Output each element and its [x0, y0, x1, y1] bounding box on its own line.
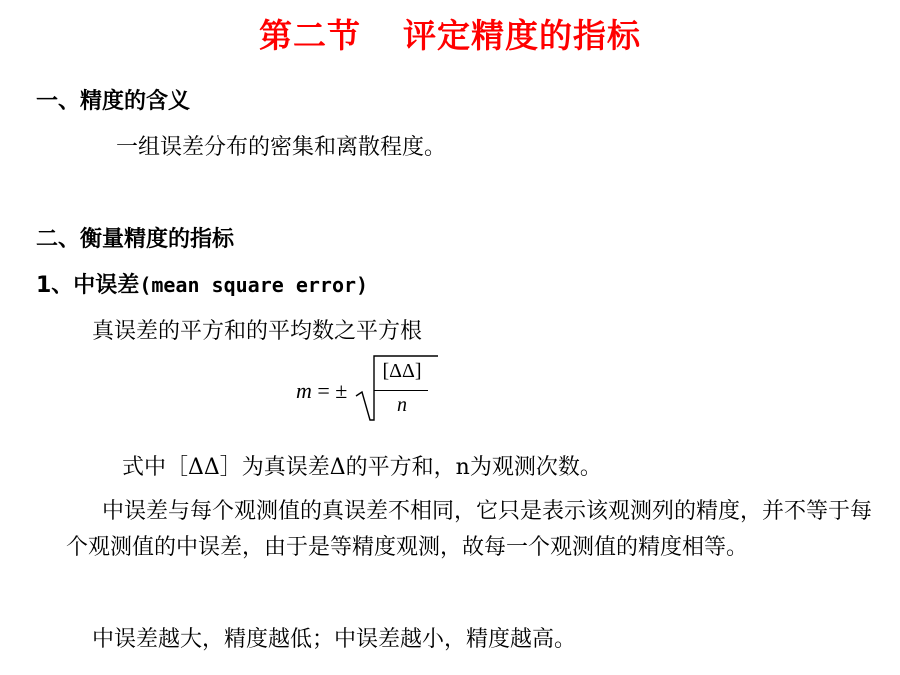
mse-heading-en: (mean square error)	[139, 273, 369, 297]
mse-definition: 真误差的平方和的平均数之平方根	[92, 319, 423, 344]
formula-denominator: n	[397, 394, 407, 416]
title-section-number: 第二节	[259, 16, 361, 55]
formula-note: 式中［ΔΔ］为真误差Δ的平方和，n为观测次数。	[122, 455, 602, 480]
fraction-bar	[374, 390, 428, 391]
mse-heading	[36, 268, 368, 299]
precision-definition: 一组误差分布的密集和离散程度。	[116, 135, 447, 160]
formula-lhs: m = ±	[296, 378, 348, 403]
formula-numerator: [ΔΔ]	[382, 360, 422, 382]
section1-heading: 一、精度的含义	[36, 89, 191, 114]
conclusion-line: 中误差越大，精度越低；中误差越小，精度越高。	[92, 627, 577, 652]
section2-heading: 二、衡量精度的指标	[36, 227, 235, 252]
slide-title	[0, 10, 900, 57]
mse-heading-cn: 1、中误差	[36, 273, 140, 298]
title-topic: 评定精度的指标	[403, 16, 641, 55]
explanation-paragraph: 中误差与每个观测值的真误差不相同，它只是表示该观测列的精度，并不等于每个观测值的中误差，由于是等精度观测，故每一个观测值的精度相等。	[66, 499, 873, 560]
